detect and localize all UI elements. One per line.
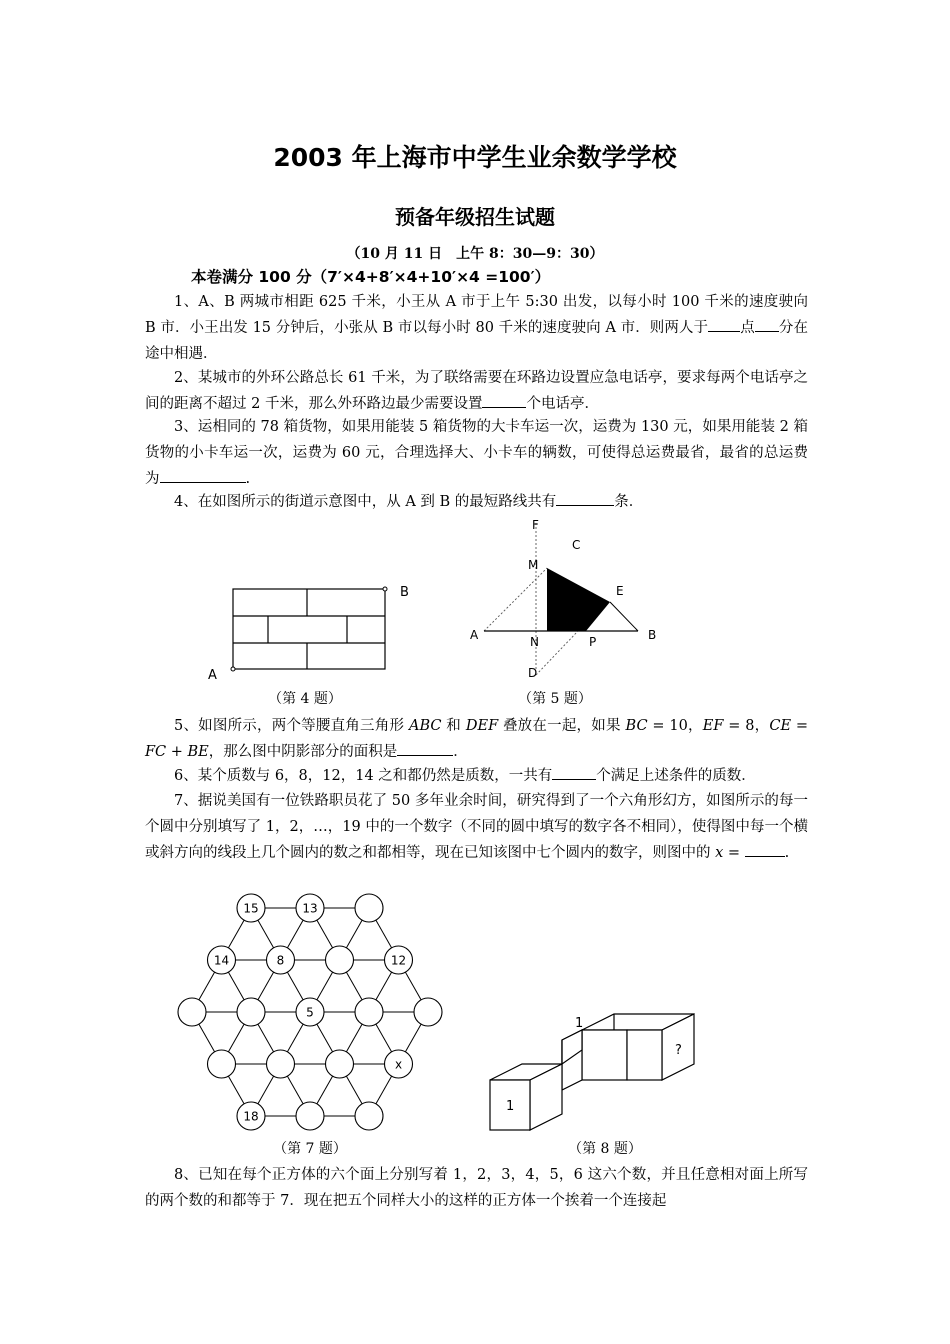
magic-circle — [355, 1102, 383, 1130]
question-4: 4、在如图所示的街道示意图中，从 A 到 B 的最短路线共有 条． — [145, 489, 808, 515]
question-2: 2、某城市的外环公路总长 61 千米，为了联络需要在环路边设置应急电话亭，要求每两个电话亭之间的距离不超过 2 千米，那么外环路边最少需要设置 个电话亭． — [145, 370, 808, 412]
figure-4-street-map — [200, 575, 430, 685]
figure-8-caption: （第 8 题） — [568, 1141, 642, 1157]
question-5: 5、如图所示，两个等腰直角三角形 ABC 和 DEF 叠放在一起，如果 BC = 10，EF = 8，CE = FC + BE，那么图中阴影部分的面积是 ． — [145, 718, 808, 760]
figure-7-hexagon — [160, 880, 460, 1140]
question-3: 3、运相同的 78 箱货物，如果用能装 5 箱货物的大卡车运一次，运费为 130 元，如果用能装 2 箱货物的小卡车运一次，运费为 60 元，合理选择大、小卡车的辆数，可使得总运费最省，最省的总运费为 . — [145, 419, 808, 487]
magic-circle — [237, 998, 265, 1026]
answer-blank[interactable] — [745, 842, 785, 857]
label-f: F — [532, 518, 539, 532]
label-n: N — [530, 635, 539, 649]
cube-front-number: 1 — [506, 1099, 515, 1114]
score-note: 本卷满分 100 分（7′×4+8′×4+10′×4 =100′） — [191, 268, 551, 286]
circle-number: 5 — [306, 1005, 314, 1020]
answer-blank[interactable] — [552, 765, 596, 780]
label-a: A — [470, 628, 479, 642]
magic-circle — [326, 946, 354, 974]
magic-circle — [296, 1102, 324, 1130]
cube-unknown: ? — [675, 1043, 682, 1058]
figure-5-triangles — [460, 515, 670, 685]
answer-blank[interactable] — [755, 317, 779, 332]
question-1: 1、A、B 两城市相距 625 千米，小王从 A 市于上午 5:30 出发，以每小时 100 千米的速度驶向 B 市．小王出发 15 分钟后，小张从 B 市以每小时 80 千米的速度驶向 A 市．则两人于 点 分在途中相遇． — [145, 294, 809, 362]
page-title: 2003 年上海市中学生业余数学学校 — [273, 143, 677, 172]
circle-number: 13 — [302, 901, 318, 916]
magic-circle — [208, 1050, 236, 1078]
circle-number: x — [394, 1057, 403, 1072]
figure-4-caption: （第 4 题） — [268, 691, 342, 707]
label-m: M — [528, 558, 539, 572]
figure-7-caption: （第 7 题） — [273, 1141, 347, 1157]
answer-blank[interactable] — [482, 393, 526, 408]
answer-blank[interactable] — [556, 491, 614, 506]
label-d: D — [528, 666, 538, 680]
circle-number: 8 — [276, 953, 285, 968]
cube-top-number: 1 — [575, 1016, 584, 1031]
circle-number: 14 — [213, 953, 230, 968]
figure-5-caption: （第 5 题） — [518, 691, 592, 707]
answer-blank[interactable] — [397, 741, 453, 756]
question-6: 6、某个质数与 6，8，12，14 之和都仍然是质数，一共有 个满足上述条件的质数． — [145, 763, 808, 789]
question-8: 8、已知在每个正方体的六个面上分别写着 1，2，3，4，5，6 这六个数，并且任意相对面上所写的两个数的和都等于 7．现在把五个同样大小的这样的正方体一个挨着一个连接起 — [145, 1167, 808, 1209]
circle-number: 15 — [243, 901, 259, 916]
circle-number: 18 — [243, 1109, 259, 1124]
circle-number: 12 — [390, 953, 407, 968]
answer-blank[interactable] — [708, 317, 740, 332]
magic-circle — [326, 1050, 354, 1078]
label-p: P — [589, 635, 597, 649]
magic-circle — [414, 998, 442, 1026]
answer-blank[interactable] — [160, 468, 246, 483]
magic-circle — [178, 998, 206, 1026]
magic-circle — [355, 894, 383, 922]
label-c: C — [572, 538, 581, 552]
exam-time: （10 月 11 日 上午 8：30—9：30） — [346, 246, 604, 262]
figure-8-cubes — [480, 1000, 710, 1140]
point-a-label: A — [208, 668, 217, 683]
magic-circle — [355, 998, 383, 1026]
magic-circle — [267, 1050, 295, 1078]
label-e: E — [616, 584, 624, 598]
point-b-label: B — [400, 585, 409, 600]
question-7: 7、据说美国有一位铁路职员花了 50 多年业余时间，研究得到了一个六角形幻方，如图所示的每一个圆中分别填写了 1，2，…，19 中的一个数字（不同的圆中填写的数字各不相同），使得图中每一个横或斜方向的线段上几个圆内的数之和都相等，现在已知该图中七个圆内的数字，则图中的 x = . — [145, 793, 808, 861]
page-subtitle: 预备年级招生试题 — [395, 205, 555, 229]
label-b: B — [648, 628, 657, 642]
